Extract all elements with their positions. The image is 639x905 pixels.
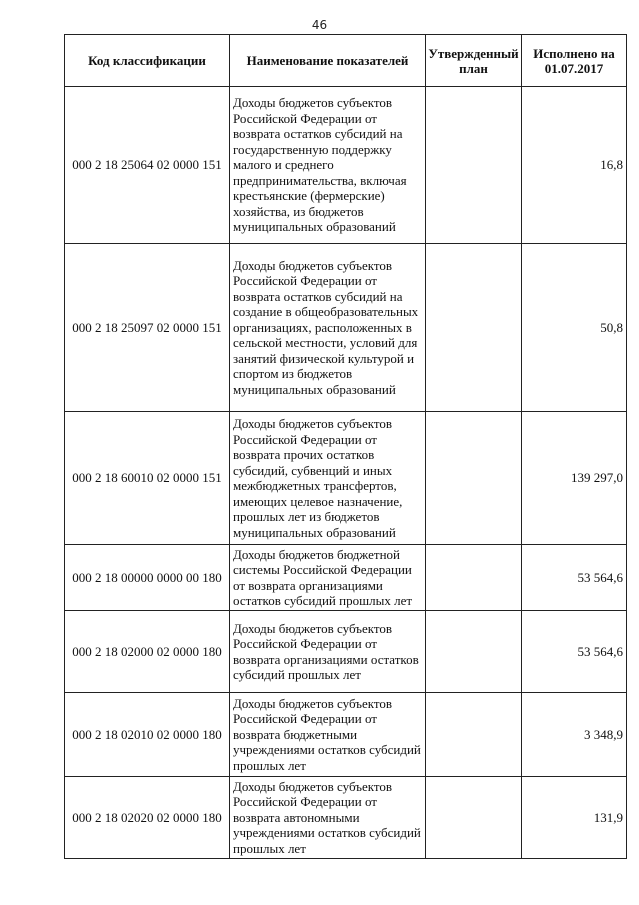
header-code: Код классификации	[65, 35, 230, 87]
row-name: Доходы бюджетов субъектов Российской Федерации от возврата остатков субсидий на создание в общеобразовательных организациях, расположенных в сельской местности, условий для занятий физической культурой и спортом из бюджетов муниципальных образований	[230, 244, 426, 412]
row-code: 000 2 18 00000 0000 00 180	[65, 545, 230, 611]
row-done: 53 564,6	[522, 545, 627, 611]
row-done: 3 348,9	[522, 693, 627, 777]
row-code: 000 2 18 60010 02 0000 151	[65, 412, 230, 545]
table-row	[65, 693, 627, 777]
row-code: 000 2 18 02020 02 0000 180	[65, 777, 230, 859]
page-number: 46	[311, 18, 328, 32]
row-name: Доходы бюджетов субъектов Российской Федерации от возврата прочих остатков субсидий, субвенций и иных межбюджетных трансфертов, имеющих целевое назначение, прошлых лет из бюджетов муниципальных образований	[230, 412, 426, 545]
row-plan	[426, 693, 522, 777]
table-row	[65, 545, 627, 611]
row-code: 000 2 18 02010 02 0000 180	[65, 693, 230, 777]
row-name: Доходы бюджетов субъектов Российской Федерации от возврата бюджетными учреждениями остатков субсидий прошлых лет	[230, 693, 426, 777]
row-plan	[426, 244, 522, 412]
row-done: 53 564,6	[522, 611, 627, 693]
table-row	[65, 244, 627, 412]
row-code: 000 2 18 25097 02 0000 151	[65, 244, 230, 412]
table-body	[65, 87, 627, 859]
table-row	[65, 87, 627, 244]
row-done: 16,8	[522, 87, 627, 244]
row-name: Доходы бюджетов бюджетной системы Российской Федерации от возврата организациями остатков субсидий прошлых лет	[230, 545, 426, 611]
header-name: Наименование показателей	[230, 35, 426, 87]
table-row	[65, 611, 627, 693]
row-code: 000 2 18 02000 02 0000 180	[65, 611, 230, 693]
header-done: Исполнено на 01.07.2017	[522, 35, 627, 87]
row-plan	[426, 777, 522, 859]
row-name: Доходы бюджетов субъектов Российской Федерации от возврата остатков субсидий на государственную поддержку малого и среднего предпринимательства, включая крестьянские (фермерские) хозяйства, из бюджетов муниципальных образований	[230, 87, 426, 244]
row-done: 131,9	[522, 777, 627, 859]
row-plan	[426, 611, 522, 693]
row-plan	[426, 412, 522, 545]
row-code: 000 2 18 25064 02 0000 151	[65, 87, 230, 244]
row-name: Доходы бюджетов субъектов Российской Федерации от возврата автономными учреждениями остатков субсидий прошлых лет	[230, 777, 426, 859]
row-name: Доходы бюджетов субъектов Российской Федерации от возврата организациями остатков субсидий прошлых лет	[230, 611, 426, 693]
table-row	[65, 777, 627, 859]
header-row	[65, 35, 627, 87]
row-done: 139 297,0	[522, 412, 627, 545]
row-plan	[426, 545, 522, 611]
row-done: 50,8	[522, 244, 627, 412]
header-plan: Утвержденный план	[426, 35, 522, 87]
revenue-table	[64, 34, 627, 859]
row-plan	[426, 87, 522, 244]
table-header	[65, 35, 627, 87]
table-row	[65, 412, 627, 545]
